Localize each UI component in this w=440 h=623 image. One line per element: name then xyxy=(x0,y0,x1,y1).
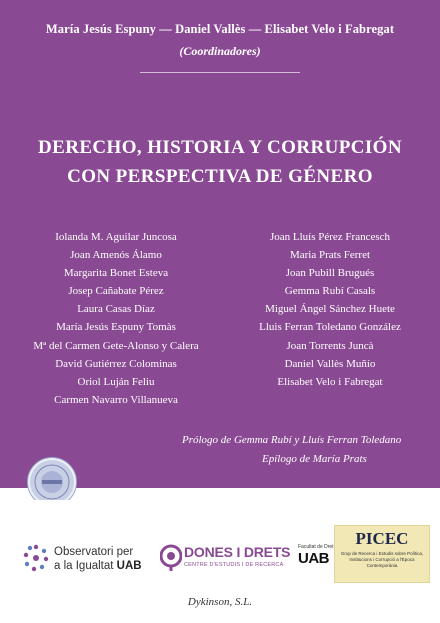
observatori-line-2b: UAB xyxy=(116,560,142,572)
author-name: Carmen Navarro Villanueva xyxy=(54,393,178,406)
publisher-logo: Dykinson, S.L. xyxy=(187,596,253,608)
author-name: Joan Pubill Brugués xyxy=(285,267,375,280)
author-name: Elisabet Velo i Fabregat xyxy=(277,375,383,388)
divider xyxy=(140,72,300,73)
author-name: Miguel Ángel Sánchez Huete xyxy=(265,303,395,316)
author-name: Maria Prats Ferret xyxy=(289,249,371,262)
logos-strip xyxy=(0,500,440,623)
editors-role: (Coordinadores) xyxy=(179,44,261,58)
editors-line: María Jesús Espuny — Daniel Vallès — Elisabet Velo i Fabregat xyxy=(45,22,395,36)
observatori-logo xyxy=(22,543,152,579)
quality-seal-icon xyxy=(28,458,76,506)
observatori-line-2 xyxy=(54,559,142,573)
picec-title: PICEC xyxy=(355,529,409,548)
author-name: Josep Cañabate Pérez xyxy=(68,285,164,298)
picec-logo xyxy=(334,525,430,583)
book-title-line-1: DERECHO, HISTORIA Y CORRUPCIÓN xyxy=(38,137,402,158)
author-name: Oriol Luján Feliu xyxy=(77,375,155,388)
uab-wordmark: UAB xyxy=(298,550,329,567)
book-title xyxy=(0,133,440,191)
prologue-line: Prólogo de Gemma Rubí y Lluís Ferran Toledano xyxy=(182,434,402,446)
authors-right-column xyxy=(226,228,434,391)
author-name: Daniel Vallès Muñío xyxy=(284,357,376,370)
observatori-text xyxy=(54,545,142,573)
dones-i-drets-logo xyxy=(160,541,300,581)
author-name: Gemma Rubí Casals xyxy=(284,285,376,298)
uab-faculty-logo xyxy=(298,544,334,578)
author-name: Joan Lluís Pérez Francesch xyxy=(269,231,391,243)
observatori-dots-icon xyxy=(22,543,50,573)
observatori-line-1: Observatori per xyxy=(54,546,134,558)
author-name: Joan Torrents Juncà xyxy=(286,339,374,352)
authors-left-column xyxy=(14,228,218,409)
observatori-line-2a: a la Igualtat xyxy=(54,560,114,572)
dones-i-drets-subtitle: CENTRE D'ESTUDIS I DE RECERCA xyxy=(184,562,284,568)
uab-faculty-name: Facultat de Dret xyxy=(298,544,334,550)
author-name: Iolanda M. Aguilar Juncosa xyxy=(55,231,177,243)
prologue-block xyxy=(140,431,432,469)
book-title-line-2: CON PERSPECTIVA DE GÉNERO xyxy=(67,166,373,187)
dones-i-drets-title: DONES I DRETS xyxy=(184,544,291,560)
dones-i-drets-icon xyxy=(160,543,182,571)
seal-graphic-icon xyxy=(30,460,74,504)
author-name: Margarita Bonet Esteva xyxy=(63,267,169,280)
author-name: Mª del Carmen Gete-Alonso y Calera xyxy=(33,339,199,352)
picec-subtitle: Grup de Recerca i Estudis sobre Política, Institucions i Corrupció a l'Època Contemporània xyxy=(340,551,424,568)
author-name: Laura Casas Díaz xyxy=(77,303,155,316)
author-name: Joan Amenós Álamo xyxy=(70,249,162,262)
epilogue-line: Epílogo de María Prats xyxy=(262,453,367,465)
author-name: Lluis Ferran Toledano González xyxy=(259,321,401,334)
author-name: David Gutiérrez Colominas xyxy=(55,357,177,370)
author-name: María Jesús Espuny Tomàs xyxy=(56,321,176,334)
